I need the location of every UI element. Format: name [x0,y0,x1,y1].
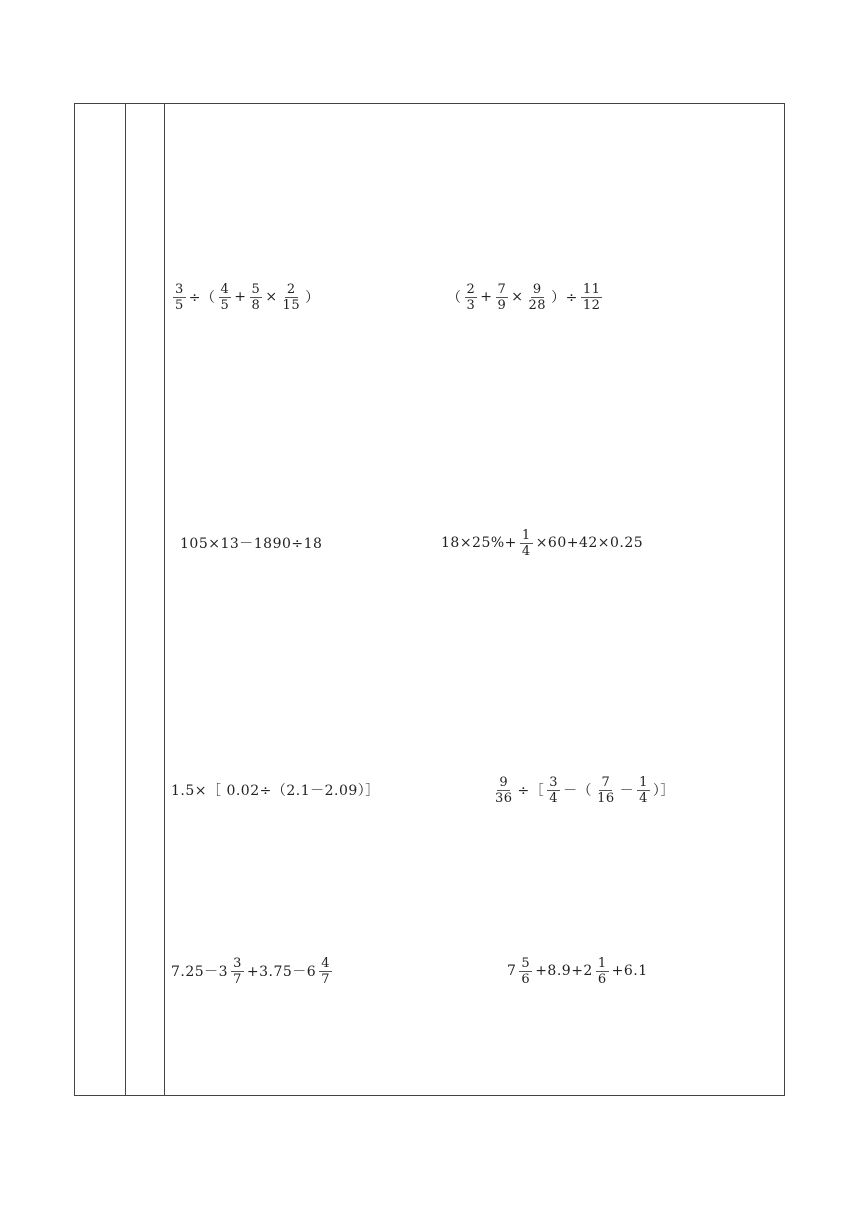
expression-text: ÷［ [517,783,545,799]
problem-7 [171,951,335,991]
expression-text: 18×25%+ [441,535,517,551]
fraction-numerator: 7 [601,774,611,790]
fraction [281,282,303,313]
expression-text: 7.25－3 [171,964,229,980]
expression-text: 105×13－1890÷18 [180,536,323,552]
fraction-denominator: 9 [497,297,507,313]
column-divider-2 [164,104,165,1095]
expression-text: × [511,289,524,305]
problem-3 [180,523,322,563]
expression-text: ）］ [652,783,675,799]
fraction [231,956,244,987]
fraction-denominator: 28 [528,297,547,313]
fraction-denominator: 4 [521,543,531,559]
fraction [547,775,560,806]
fraction [465,282,478,313]
fraction-numerator: 9 [532,281,542,297]
fraction [496,282,509,313]
expression-text: + [234,289,247,305]
fraction [250,282,263,313]
expression-text: +6.1 [611,963,648,979]
fraction-numerator: 2 [286,281,296,297]
expression-text: ÷（ [188,290,216,306]
fraction-denominator: 7 [233,971,242,987]
fraction-denominator: 6 [597,971,607,987]
expression-text: +3.75－6 [246,964,317,980]
fraction-denominator: 4 [549,790,559,806]
problem-6 [490,770,675,810]
fraction-denominator: 36 [495,790,513,806]
expression-text: ） [305,290,320,306]
fraction-denominator: 16 [597,790,615,806]
expression-text: （ [447,290,462,306]
fraction-denominator: 8 [251,297,261,313]
fraction [519,956,532,987]
expression-text: ）÷ [551,290,578,306]
expression-text: － [619,783,635,799]
expression-text: + [480,289,493,305]
fraction-denominator: 12 [582,297,601,313]
fraction-denominator: 5 [175,297,184,313]
fraction-denominator: 6 [521,971,531,987]
fraction-numerator: 2 [466,281,476,297]
expression-text: －（ [563,783,593,799]
fraction [493,775,515,806]
problem-5 [171,770,380,810]
fraction-denominator: 5 [220,297,230,313]
fraction [595,775,617,806]
fraction [527,282,549,313]
fraction-denominator: 15 [282,297,301,313]
expression-text: 1.5×［ 0.02÷（2.1－2.09）］ [171,783,380,799]
fraction-denominator: 7 [321,971,330,987]
fraction-numerator: 11 [582,281,601,297]
fraction [637,775,650,806]
fraction-denominator: 3 [466,297,476,313]
fraction [173,282,186,313]
fraction-numerator: 1 [639,774,648,790]
problem-2 [447,277,605,317]
expression-text: 7 [507,963,517,979]
fraction [520,528,533,559]
fraction [319,956,332,987]
fraction-numerator: 5 [521,955,531,971]
column-divider-1 [125,104,126,1095]
fraction-numerator: 1 [521,527,531,543]
expression-text: × [265,289,278,305]
fraction [219,282,232,313]
problem-1 [170,277,320,317]
expression-text: +8.9+2 [535,963,593,979]
fraction-numerator: 1 [597,955,607,971]
problem-8 [507,951,648,991]
fraction-numerator: 3 [233,955,242,971]
fraction-numerator: 3 [175,281,184,297]
problem-4 [441,523,643,563]
fraction-denominator: 4 [639,790,648,806]
fraction [581,282,603,313]
fraction-numerator: 4 [321,955,330,971]
worksheet-table [74,103,785,1096]
expression-text: ×60+42×0.25 [535,535,644,551]
fraction-numerator: 4 [220,281,230,297]
fraction [596,956,609,987]
fraction-numerator: 7 [497,281,507,297]
fraction-numerator: 3 [549,774,559,790]
fraction-numerator: 5 [251,281,261,297]
fraction-numerator: 9 [499,774,509,790]
